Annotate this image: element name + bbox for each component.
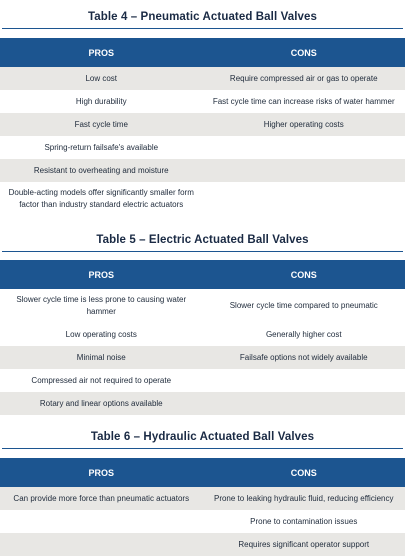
pro-cell: Compressed air not required to operate	[0, 375, 203, 387]
table-row	[0, 533, 405, 556]
cons-header: CONS	[203, 468, 405, 478]
pro-cell: Fast cycle time	[0, 119, 203, 131]
cons-header: CONS	[203, 270, 405, 280]
con-cell: Prone to contamination issues	[203, 516, 405, 528]
table-row	[0, 90, 405, 113]
con-cell: Require compressed air or gas to operate	[203, 73, 405, 85]
pros-header: PROS	[0, 48, 203, 58]
con-cell: Prone to leaking hydraulic fluid, reducing efficiency	[203, 493, 405, 505]
table-row	[0, 392, 405, 415]
table-row	[0, 369, 405, 392]
table-row	[0, 159, 405, 182]
table-6	[0, 426, 405, 556]
title-rule	[2, 28, 403, 29]
table-title: Table 5 – Electric Actuated Ball Valves	[0, 229, 405, 251]
pro-cell: Minimal noise	[0, 352, 203, 364]
table-row	[0, 182, 405, 216]
table-row	[0, 346, 405, 369]
con-cell: Generally higher cost	[203, 329, 405, 341]
pro-cell: Rotary and linear options available	[0, 398, 203, 410]
title-rule	[2, 251, 403, 252]
table-header	[0, 38, 405, 67]
title-rule	[2, 448, 403, 449]
con-cell: Fast cycle time can increase risks of water hammer	[203, 96, 405, 108]
pro-cell: High durability	[0, 96, 203, 108]
pro-cell: Resistant to overheating and moisture	[0, 165, 203, 177]
table-row	[0, 289, 405, 323]
table-row	[0, 323, 405, 346]
table-row	[0, 487, 405, 510]
table-row	[0, 136, 405, 159]
pro-cell: Low operating costs	[0, 329, 203, 341]
table-row	[0, 113, 405, 136]
pro-cell: Double-acting models offer significantly smaller form factor than industry standard electric actuators	[0, 187, 203, 211]
table-4	[0, 6, 405, 216]
pro-cell: Can provide more force than pneumatic actuators	[0, 493, 203, 505]
table-header	[0, 458, 405, 487]
cons-header: CONS	[203, 48, 405, 58]
table-title: Table 4 – Pneumatic Actuated Ball Valves	[0, 6, 405, 28]
pros-header: PROS	[0, 270, 203, 280]
pro-cell: Low cost	[0, 73, 203, 85]
table-row	[0, 67, 405, 90]
table-row	[0, 510, 405, 533]
table-title: Table 6 – Hydraulic Actuated Ball Valves	[0, 426, 405, 448]
table-5	[0, 229, 405, 415]
pros-header: PROS	[0, 468, 203, 478]
con-cell: Requires significant operator support	[203, 539, 405, 551]
table-header	[0, 260, 405, 289]
con-cell: Slower cycle time compared to pneumatic	[203, 300, 405, 312]
con-cell: Failsafe options not widely available	[203, 352, 405, 364]
pro-cell: Slower cycle time is less prone to causing water hammer	[0, 294, 203, 318]
con-cell: Higher operating costs	[203, 119, 405, 131]
pro-cell: Spring-return failsafe's available	[0, 142, 203, 154]
